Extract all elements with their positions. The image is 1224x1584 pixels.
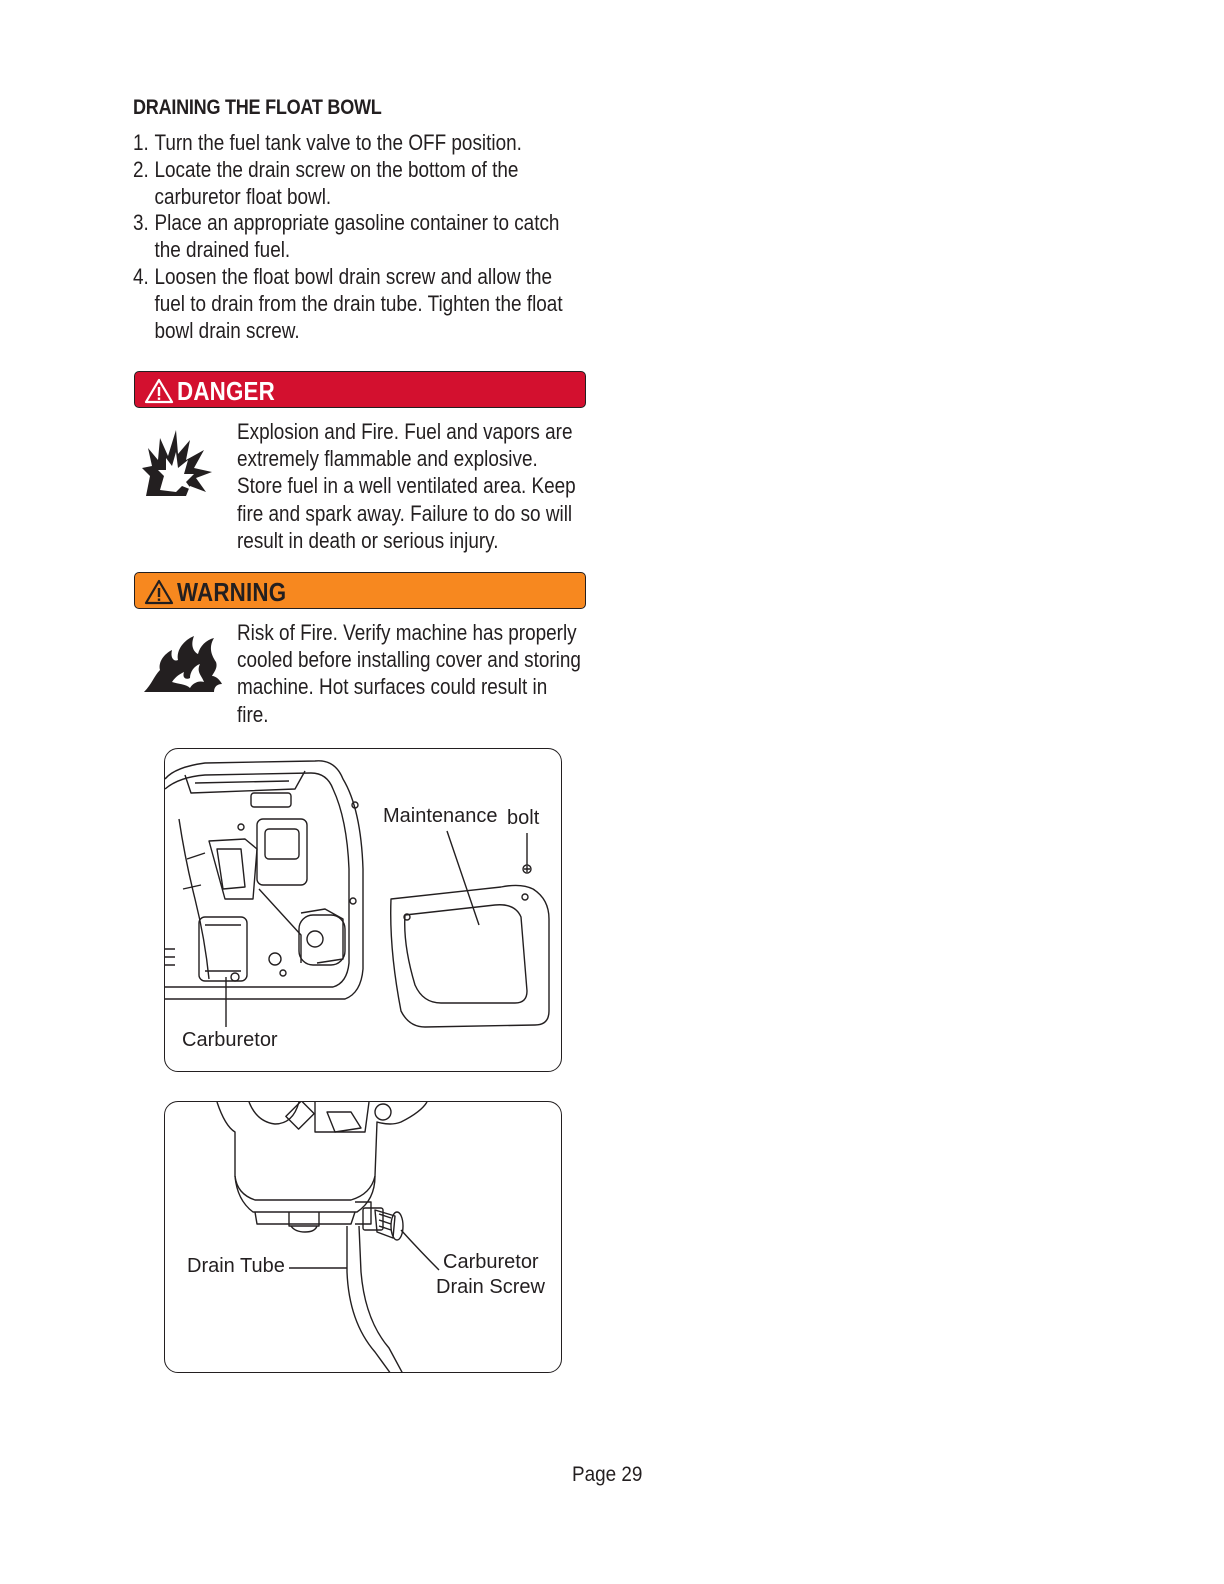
warning-triangle-icon xyxy=(144,378,174,404)
fire-icon xyxy=(142,632,224,694)
step-text: Loosen the float bowl drain screw and allow the fuel to drain from the drain tube. Tighten the float bowl drain screw. xyxy=(154,263,563,343)
list-item xyxy=(133,157,580,211)
list-item xyxy=(133,130,580,157)
step-number: 2. xyxy=(133,156,149,182)
step-number: 3. xyxy=(133,210,149,236)
warning-triangle-icon xyxy=(144,579,174,605)
generator-figure xyxy=(164,748,562,1072)
bolt-callout: bolt xyxy=(507,807,540,829)
page-number: Page 29 xyxy=(572,1463,643,1486)
drain-screw-callout-line1: Carburetor xyxy=(443,1251,539,1273)
carburetor-callout: Carburetor xyxy=(182,1029,278,1051)
steps-list xyxy=(133,130,580,344)
step-text: Place an appropriate gasoline container to catch the drained fuel. xyxy=(154,210,560,263)
carburetor-drawing xyxy=(165,1102,562,1373)
step-number: 1. xyxy=(133,130,149,155)
step-number: 4. xyxy=(133,263,149,289)
explosion-icon xyxy=(140,428,214,498)
danger-banner xyxy=(134,371,586,408)
section-title: DRAINING THE FLOAT BOWL xyxy=(133,96,382,119)
list-item xyxy=(133,210,580,264)
drain-screw-callout-line2: Drain Screw xyxy=(436,1276,545,1298)
list-item xyxy=(133,264,580,344)
warning-banner xyxy=(134,572,586,609)
danger-label: DANGER xyxy=(177,376,275,406)
maintenance-callout: Maintenance xyxy=(383,805,498,827)
warning-text: Risk of Fire. Verify machine has properly cooled before installing cover and storing machine. Hot surfaces could result in fire. xyxy=(237,620,581,727)
danger-text: Explosion and Fire. Fuel and vapors are extremely flammable and explosive. Store fuel in a well ventilated area. Keep fire and spark away. Failure to do so will result in death or serious injury. xyxy=(237,419,576,553)
carburetor-figure xyxy=(164,1101,562,1373)
warning-label: WARNING xyxy=(177,577,287,607)
step-text: Locate the drain screw on the bottom of the carburetor float bowl. xyxy=(154,156,519,209)
generator-drawing xyxy=(165,749,562,1072)
drain-tube-callout: Drain Tube xyxy=(187,1255,285,1277)
step-text: Turn the fuel tank valve to the OFF position. xyxy=(154,130,522,155)
